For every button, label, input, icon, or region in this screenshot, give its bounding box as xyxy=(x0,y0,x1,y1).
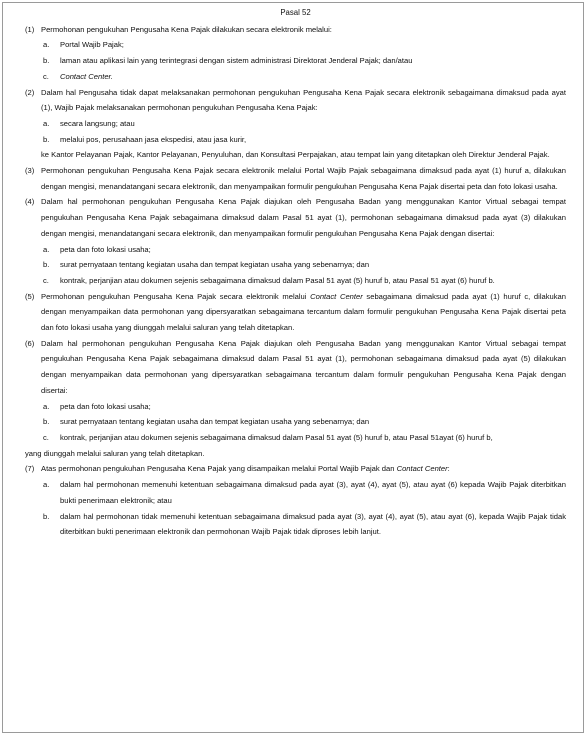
list-item xyxy=(41,132,566,148)
paragraph-text: Permohonan pengukuhan Pengusaha Kena Pajak dilakukan secara elektronik melalui: xyxy=(41,24,332,34)
paragraph-5 xyxy=(25,289,566,336)
list-item-letter: a. xyxy=(43,118,50,128)
list-item-text: kontrak, perjanjian atau dokumen sejenis sebagaimana dimaksud dalam Pasal 51 ayat (5) huruf b, atau Pasal 51ayat (6) huruf b, xyxy=(60,432,493,442)
list-item-text: peta dan foto lokasi usaha; xyxy=(60,244,151,254)
paragraph-number: (7) xyxy=(25,464,35,474)
list-item-letter: b. xyxy=(43,417,50,427)
paragraph-number: (2) xyxy=(25,87,35,97)
document-body xyxy=(25,5,566,540)
paragraph-6 xyxy=(25,336,566,399)
list-item xyxy=(41,414,566,430)
text-segment: Atas permohonan pengukuhan Pengusaha Kena Pajak yang disampaikan melalui Portal Wajib Pajak dan xyxy=(41,464,397,474)
list-item xyxy=(41,477,566,508)
list-item-text: kontrak, perjanjian atau dokumen sejenis sebagaimana dimaksud dalam Pasal 51 ayat (5) huruf b, atau Pasal 51 ayat (6) huruf b. xyxy=(60,275,495,285)
list-item-text: Contact Center. xyxy=(60,71,113,81)
list-item xyxy=(41,116,566,132)
list-item-text: laman atau aplikasi lain yang terintegrasi dengan sistem administrasi Direktorat Jenderal Pajak; dan/atau xyxy=(60,56,413,66)
article-title: Pasal 52 xyxy=(280,8,311,17)
text-segment: Permohonan pengukuhan Pengusaha Kena Pajak secara elektronik melalui xyxy=(41,291,311,301)
italic-term: Contact Center xyxy=(310,291,363,301)
paragraph-number: (5) xyxy=(25,291,35,301)
list-item xyxy=(41,37,566,53)
paragraph-text xyxy=(41,289,566,336)
paragraph-number: (1) xyxy=(25,24,35,34)
paragraph-number: (6) xyxy=(25,338,35,348)
paragraph-number: (3) xyxy=(25,166,35,176)
list-item-letter: a. xyxy=(43,480,50,490)
document-page xyxy=(2,2,584,733)
list-item xyxy=(41,273,566,289)
paragraph-1 xyxy=(25,22,566,38)
paragraph-7 xyxy=(25,461,566,477)
list-item xyxy=(41,430,566,446)
list-item xyxy=(41,53,566,69)
list-item-letter: b. xyxy=(43,511,50,521)
paragraph-2 xyxy=(25,85,566,116)
paragraph-tail: yang diunggah melalui saluran yang telah ditetapkan. xyxy=(25,448,205,458)
paragraph-text: Dalam hal permohonan pengukuhan Pengusaha Kena Pajak diajukan oleh Pengusaha Badan yang menggunakan Kantor Virtual sebagai tempat pengukuhan Pengusaha Kena Pajak sebagaimana dimaksud dalam Pasal 51 ayat (1), permohonan sebagaimana dimaksud pada ayat (5) dilakukan dengan menyampaikan data permohonan yang dipersyaratkan sebagaimana tercantum dalam formulir pengukuhan Pengusaha Kena Pajak dengan disertai: xyxy=(41,338,566,395)
list-item-text: Portal Wajib Pajak; xyxy=(60,40,124,50)
paragraph-text xyxy=(41,461,566,477)
list-item-text: peta dan foto lokasi usaha; xyxy=(60,401,151,411)
list-item xyxy=(41,509,566,540)
paragraph-number: (4) xyxy=(25,197,35,207)
list-item-letter: a. xyxy=(43,40,50,50)
text-segment: : xyxy=(447,464,450,474)
list-item-letter: c. xyxy=(43,71,49,81)
list-item-text: surat pernyataan tentang kegiatan usaha dan tempat kegiatan usaha yang sebenarnya; dan xyxy=(60,417,370,427)
list-item xyxy=(41,242,566,258)
paragraph-text: Permohonan pengukuhan Pengusaha Kena Pajak secara elektronik melalui Portal Wajib Pajak sebagaimana dimaksud pada ayat (1) huruf a, dilakukan dengan mengisi, menandatangani secara elektronik, dan menyampaikan formulir pengukuhan Pengusaha Kena Pajak disertai peta dan foto lokasi usaha. xyxy=(41,166,566,191)
list-item xyxy=(41,257,566,273)
paragraph-3 xyxy=(25,163,566,194)
list-item-text: secara langsung; atau xyxy=(60,118,135,128)
italic-term: Contact Center xyxy=(396,464,448,474)
paragraph-4 xyxy=(25,194,566,241)
paragraph-text: Dalam hal permohonan pengukuhan Pengusaha Kena Pajak diajukan oleh Pengusaha Badan yang menggunakan Kantor Virtual sebagai tempat pengukuhan Pengusaha Kena Pajak sebagaimana dimaksud dalam Pasal 51 ayat (1), permohonan sebagaimana dimaksud pada ayat (3) dilakukan dengan mengisi, menandatangani secara elektronik, dan menyampaikan formulir pengukuhan Pengusaha Kena Pajak dengan disertai: xyxy=(41,197,566,238)
list-item-text: dalam hal permohonan tidak memenuhi ketentuan sebagaimana dimaksud pada ayat (3), ayat (4), ayat (5), atau ayat (6), kepada Wajib Pajak tidak diterbitkan bukti penerimaan elektronik dan permohonan Wajib Pajak tidak diproses lebih lanjut. xyxy=(60,511,566,537)
list-item xyxy=(41,69,566,85)
text-segment: sebagaimana dimaksud pada ayat (1) huruf c, dilakukan dengan menyampaikan data permohonan yang dipersyaratkan sebagaimana tercantum dalam formulir pengukuhan Pengusaha Kena Pajak disertai peta dan foto lokasi usaha yang diunggah melalui saluran yang telah ditetapkan. xyxy=(41,291,567,333)
list-item-letter: a. xyxy=(43,244,50,254)
list-item-text: surat pernyataan tentang kegiatan usaha dan tempat kegiatan usaha yang sebenarnya; dan xyxy=(60,260,370,270)
paragraph-tail: ke Kantor Pelayanan Pajak, Kantor Pelayanan, Penyuluhan, dan Konsultasi Perpajakan, atau tempat lain yang ditetapkan oleh Direktur Jenderal Pajak. xyxy=(41,150,550,160)
list-item-letter: b. xyxy=(43,260,50,270)
list-item xyxy=(41,399,566,415)
paragraph-text: Dalam hal Pengusaha tidak dapat melaksanakan permohonan pengukuhan Pengusaha Kena Pajak secara elektronik sebagaimana dimaksud pada ayat (1), Wajib Pajak melaksanakan permohonan pengukuhan Pengusaha Kena Pajak: xyxy=(41,87,566,113)
list-item-letter: a. xyxy=(43,401,50,411)
list-item-text: melalui pos, perusahaan jasa ekspedisi, atau jasa kurir, xyxy=(60,134,247,144)
list-item-letter: b. xyxy=(43,134,50,144)
list-item-letter: c. xyxy=(43,432,49,442)
list-item-text: dalam hal permohonan memenuhi ketentuan sebagaimana dimaksud pada ayat (3), ayat (4), ayat (5), atau ayat (6) kepada Wajib Pajak diterbitkan bukti penerimaan elektronik; atau xyxy=(60,480,566,505)
list-item-letter: b. xyxy=(43,56,50,66)
list-item-letter: c. xyxy=(43,275,49,285)
